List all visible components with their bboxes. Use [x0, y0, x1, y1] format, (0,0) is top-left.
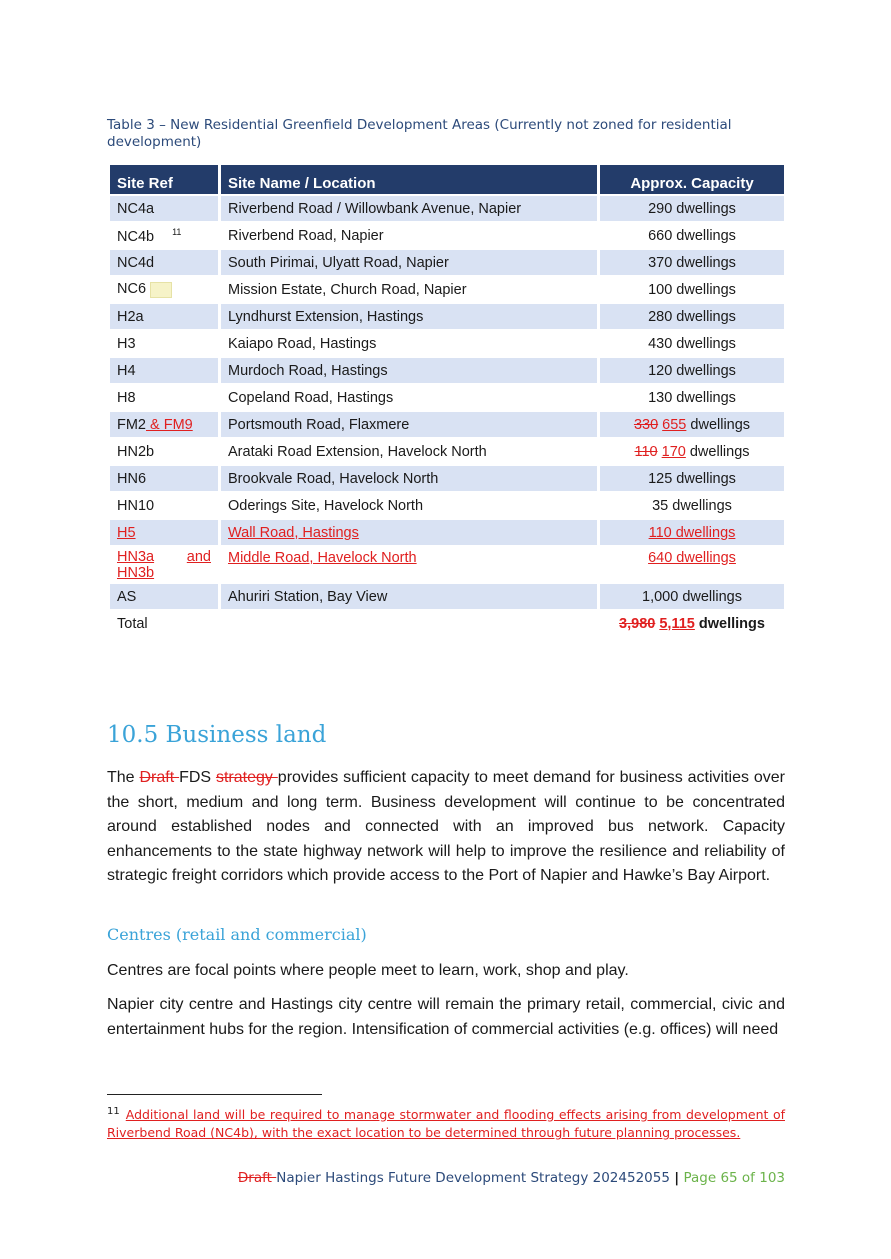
site-name: Portsmouth Road, Flaxmere [221, 412, 597, 437]
site-capacity: 35 dwellings [652, 497, 732, 514]
tracked-insertion: Middle Road, Havelock North [228, 550, 417, 566]
body-paragraph: Centres are focal points where people meet to learn, work, shop and play. [107, 962, 629, 979]
table-row [110, 304, 784, 329]
table-row [110, 412, 784, 437]
site-name: Arataki Road Extension, Havelock North [228, 443, 487, 460]
table-row [110, 547, 784, 582]
site-capacity [600, 520, 784, 545]
site-ref: HN2b [117, 443, 155, 460]
site-capacity: 290 dwellings [600, 196, 784, 221]
body-paragraph: Napier city centre and Hastings city centre will remain the primary retail, commercial, civic and entertainment hubs for the region. Intensification of commercial activities (e.g. offices) will need [107, 996, 785, 1038]
para-text: FDS [179, 769, 216, 786]
site-ref: H3 [117, 335, 136, 352]
table-total-row [110, 611, 784, 636]
site-name: Riverbend Road / Willowbank Avenue, Napier [221, 196, 597, 221]
site-name [221, 547, 597, 582]
site-ref: H2a [110, 304, 218, 329]
header-site-name: Site Name / Location [221, 165, 597, 194]
site-ref: H8 [117, 389, 136, 406]
tracked-deletion: Draft [139, 769, 180, 786]
site-name: Kaiapo Road, Hastings [228, 335, 377, 352]
tracked-insertion: 640 dwellings [648, 550, 736, 566]
footer-separator: | [674, 1170, 680, 1186]
capacity-unit: dwellings [685, 443, 750, 460]
footnote-marker[interactable]: 11 [172, 226, 182, 237]
site-name [221, 520, 597, 545]
site-ref: AS [110, 584, 218, 609]
tracked-insertion: & FM9 [146, 416, 193, 433]
table-row [110, 439, 784, 464]
site-ref-text: FM2 [117, 416, 146, 433]
footer-title: Napier Hastings Future Development Strategy 2024 [276, 1170, 627, 1186]
site-name: South Pirimai, Ulyatt Road, Napier [221, 250, 597, 275]
site-capacity [600, 547, 784, 582]
site-name: Mission Estate, Church Road, Napier [228, 281, 467, 298]
table-row [110, 466, 784, 491]
footnote-number: 11 [107, 1106, 120, 1117]
tracked-deletion: strategy [215, 769, 278, 786]
site-ref [110, 223, 218, 248]
site-name: Copeland Road, Hastings [228, 389, 394, 406]
site-capacity [600, 412, 784, 437]
site-capacity: 125 dwellings [600, 466, 784, 491]
site-capacity: 130 dwellings [648, 389, 736, 406]
tracked-insertion: 170 [661, 443, 686, 460]
subsection-heading: Centres (retail and commercial) [107, 925, 367, 944]
site-ref [110, 547, 218, 582]
site-ref [110, 277, 218, 302]
tracked-insertion: HN3a [117, 548, 155, 565]
footer-year-deleted: 52 [626, 1170, 645, 1186]
total-capacity [600, 611, 784, 636]
table-caption: Table 3 – New Residential Greenfield Development Areas (Currently not zoned for residential development) [107, 117, 732, 150]
site-name: Brookvale Road, Havelock North [221, 466, 597, 491]
footer-year-inserted: 055 [644, 1170, 670, 1186]
table-row [110, 520, 784, 545]
site-capacity: 370 dwellings [600, 250, 784, 275]
site-capacity: 280 dwellings [600, 304, 784, 329]
capacity-unit: dwellings [694, 615, 765, 632]
tracked-deletion: 330 [633, 416, 659, 433]
site-ref: HN6 [110, 466, 218, 491]
body-paragraph [107, 766, 785, 889]
footnote-text: Additional land will be required to manage stormwater and flooding effects arising from development of Riverbend Road (NC4b), with the exact location to be determined through future planning processes. [107, 1107, 785, 1141]
site-capacity: 120 dwellings [600, 358, 784, 383]
site-ref: HN10 [117, 497, 155, 514]
table-row [110, 277, 784, 302]
site-capacity: 430 dwellings [648, 335, 736, 352]
site-capacity [600, 439, 784, 464]
table-row [110, 385, 784, 410]
footnote [107, 1103, 785, 1142]
table-row [110, 331, 784, 356]
para-text: provides sufficient capacity to meet demand for business activities over the short, medium and long term. Business development will continue to be concentrated around established nodes and connected with an improved bus network. Capacity enhancements to the state highway network will help to improve the resilience and reliability of strategic freight corridors which provide access to the Port of Napier and Hawke’s Bay Airport. [107, 769, 786, 885]
site-name: Murdoch Road, Hastings [221, 358, 597, 383]
table-header-row [110, 165, 784, 194]
site-name: Lyndhurst Extension, Hastings [221, 304, 597, 329]
site-capacity: 100 dwellings [648, 281, 736, 298]
site-name: Oderings Site, Havelock North [228, 497, 424, 514]
header-capacity: Approx. Capacity [600, 165, 784, 194]
page-footer [238, 1170, 785, 1186]
site-ref [110, 520, 218, 545]
tracked-deletion: 3,980 [619, 615, 656, 632]
tracked-insertion: 5,115 [659, 615, 695, 632]
site-name: Riverbend Road, Napier [228, 227, 384, 244]
page-number: Page 65 of 103 [683, 1170, 785, 1186]
tracked-insertion: and [186, 548, 211, 565]
site-capacity: 1,000 dwellings [600, 584, 784, 609]
site-ref-text: NC4b [117, 228, 155, 245]
table-row [110, 584, 784, 609]
tracked-insertion: Wall Road, Hastings [228, 524, 359, 541]
capacity-unit: dwellings [686, 416, 751, 433]
footnote-divider [107, 1094, 322, 1095]
table-row [110, 196, 784, 221]
tracked-insertion: 110 dwellings [648, 524, 736, 541]
tracked-insertion: H5 [117, 524, 136, 541]
site-ref: NC4a [110, 196, 218, 221]
table-row [110, 358, 784, 383]
tracked-deletion: 110 [634, 443, 658, 460]
table-row [110, 250, 784, 275]
tracked-insertion: HN3b [117, 564, 155, 581]
tracked-deletion: Draft [237, 1170, 277, 1186]
para-text: The [107, 769, 140, 786]
section-heading: 10.5 Business land [107, 722, 327, 748]
site-name: Ahuriri Station, Bay View [221, 584, 597, 609]
table-row [110, 493, 784, 518]
site-ref [110, 412, 218, 437]
tracked-insertion: 655 [662, 416, 687, 433]
site-ref-text: NC6 [117, 281, 147, 298]
total-label: Total [117, 615, 148, 632]
table-row [110, 223, 784, 248]
comment-note-icon[interactable] [150, 282, 172, 298]
site-ref: H4 [110, 358, 218, 383]
site-capacity: 660 dwellings [648, 227, 736, 244]
site-ref: NC4d [110, 250, 218, 275]
greenfield-table [107, 163, 787, 638]
header-site-ref: Site Ref [110, 165, 218, 194]
total-empty [221, 611, 597, 636]
